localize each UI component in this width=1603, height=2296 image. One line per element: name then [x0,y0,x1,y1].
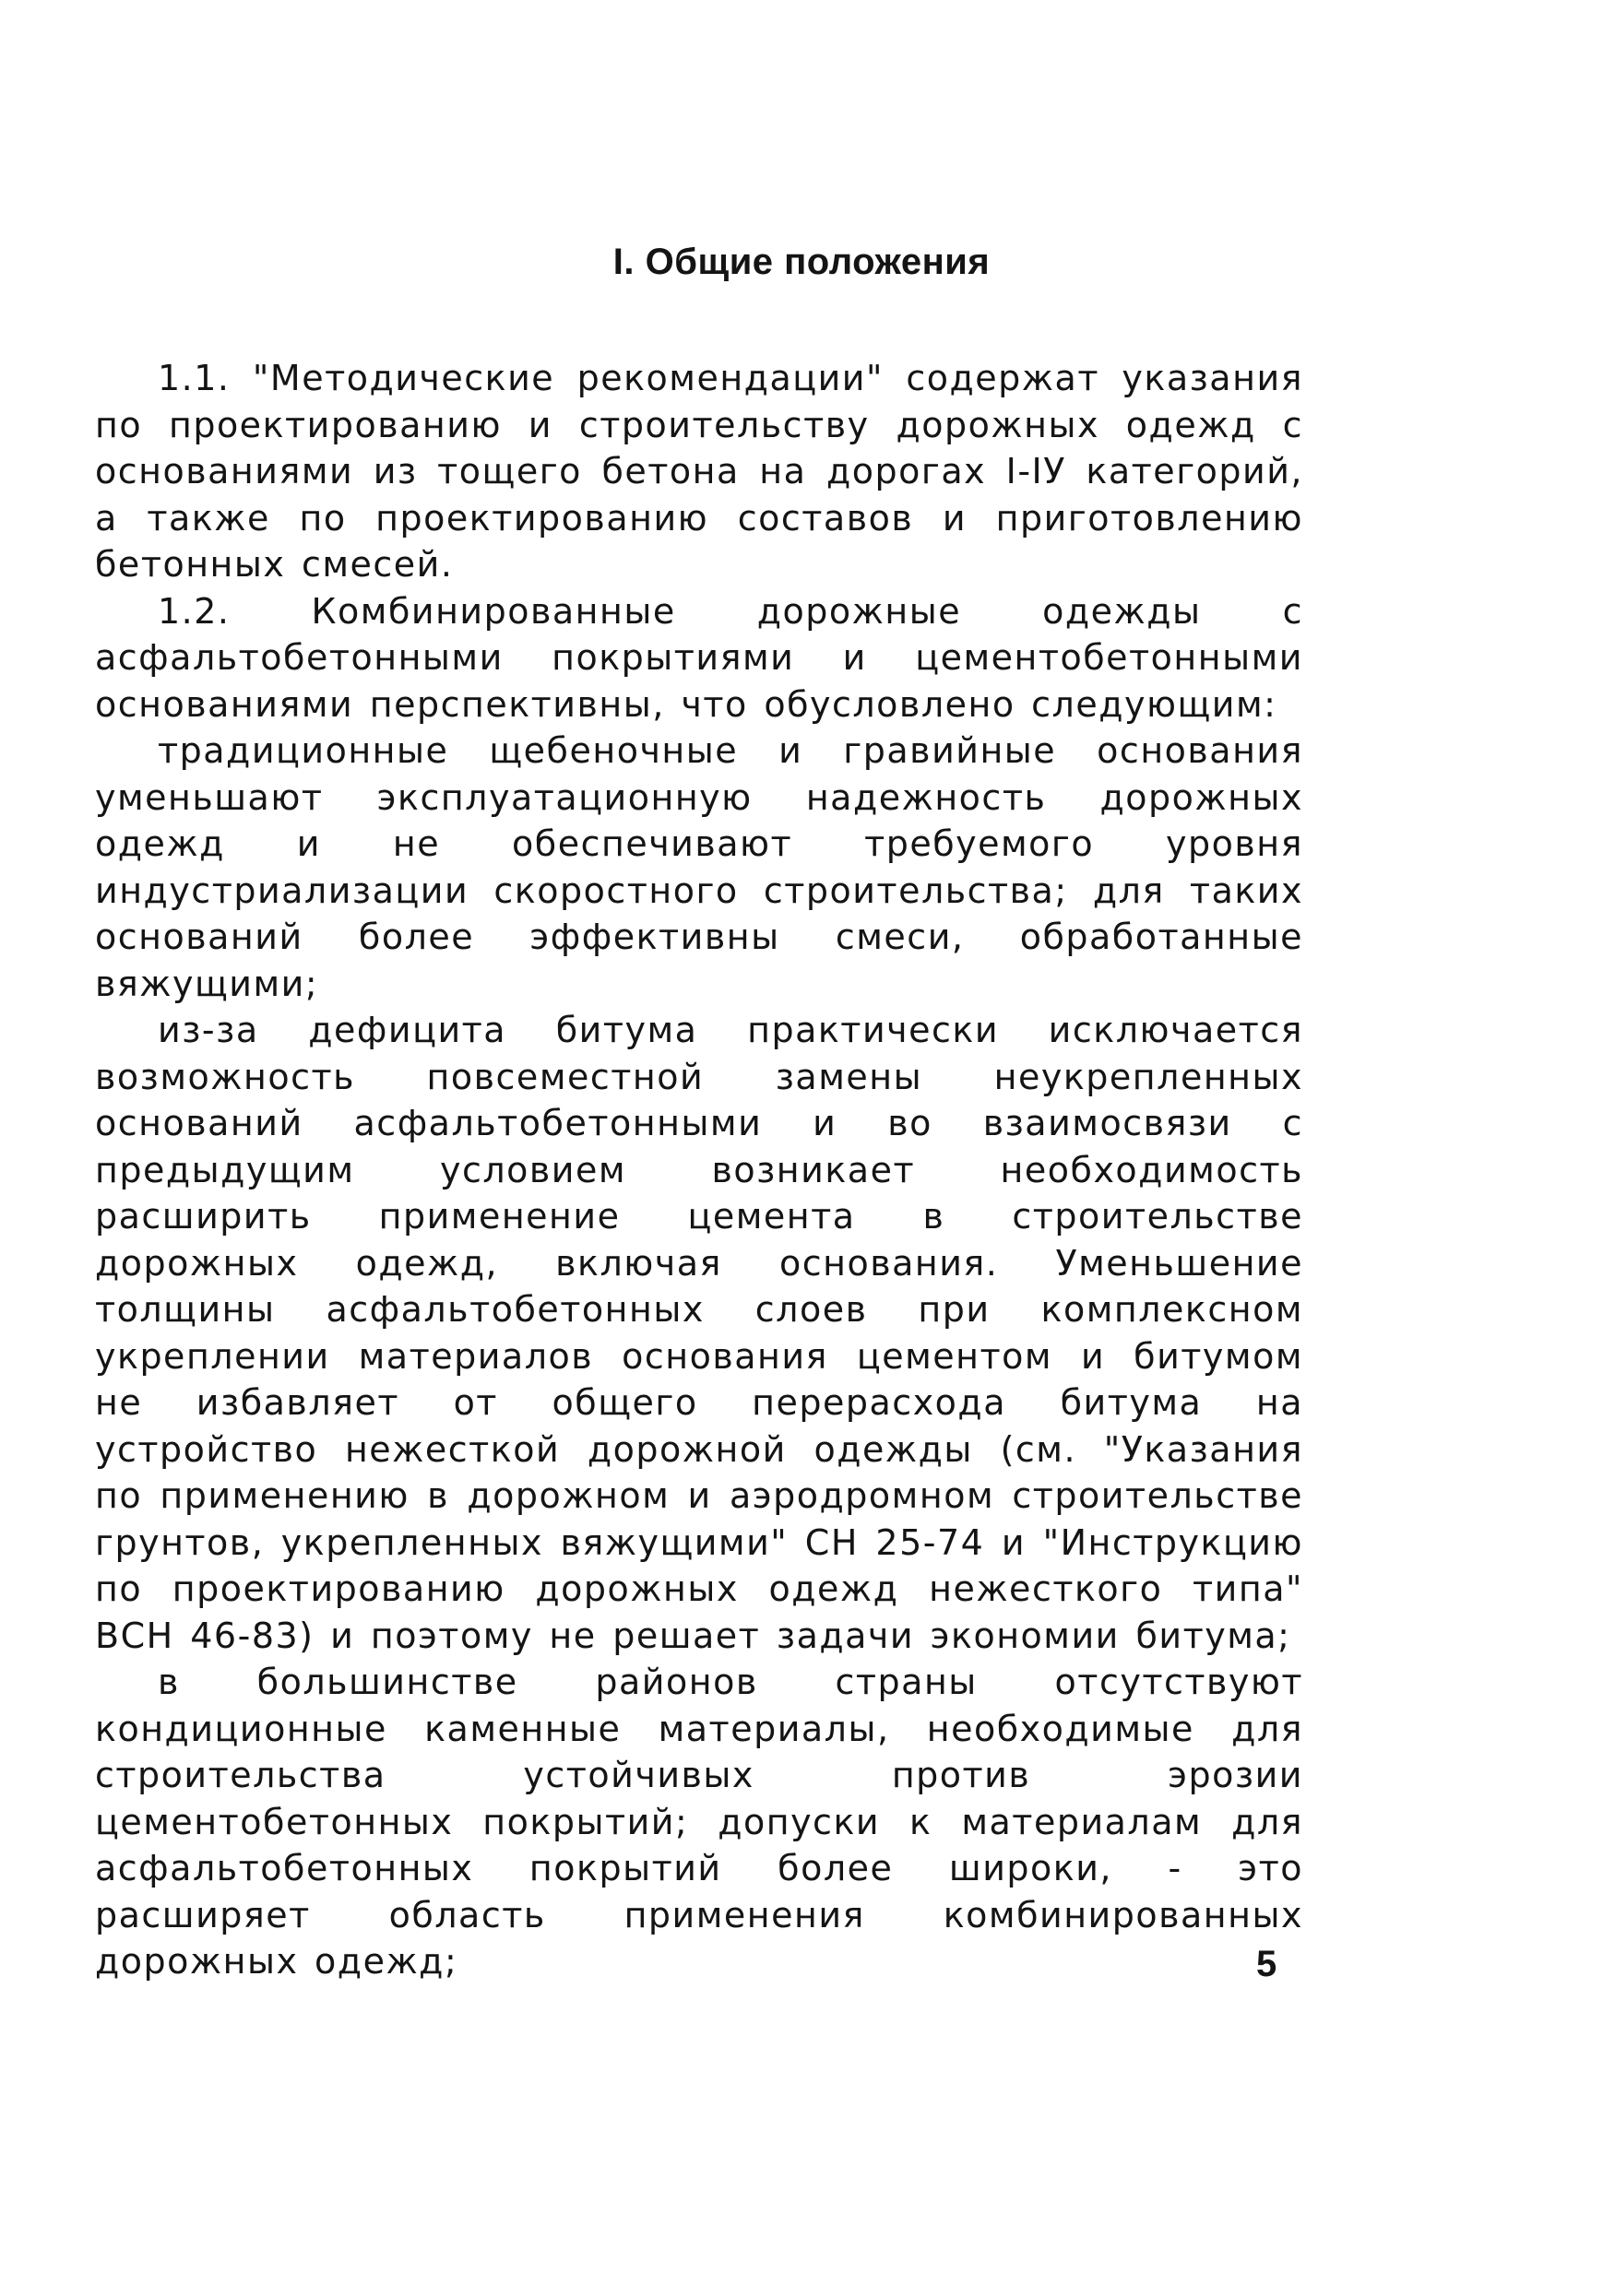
paragraph-1-1: 1.1. "Методические рекомендации" содержат указания по проектированию и строительству дорожных одежд с основаниями из тощего бетона на дорогах I-IУ категорий, а также по проектированию составов и приготовлению бетонных смесей. [95,358,1303,585]
section-heading: I. Общие положения [612,242,991,282]
paragraph-1-2: 1.2. Комбинированные дорожные одежды с асфальтобетонными покрытиями и цементобетонными основаниями перспективны, что обусловлено следующим: [95,590,1303,725]
paragraph-bitumen-deficit: из-за дефицита битума практически исключается возможность повсеместной замены неукрепленных оснований асфальтобетонными и во взаимосвязи с предыдущим условием возникает необходимость расширить применение цемента в строительстве дорожных одежд, включая основания. Уменьшение толщины асфальтобетонных слоев при комплексном укреплении материалов основания цементом и битумом не избавляет от общего перерасхода битума на устройство нежесткой дорожной одежды (см. "Указания по применению в дорожном и аэродромном строительстве грунтов, укрепленных вяжущими" СН 25-74 и "Инструкцию по проектированию дорожных одежд нежесткого типа" ВСН 46-83) и поэтому не решает задачи экономии битума; [95,1010,1303,1656]
paragraph-traditional-bases: традиционные щебеночные и гравийные основания уменьшают эксплуатационную надежность дорожных одежд и не обеспечивают требуемого уровня индустриализации скоростного строительства; для таких оснований более эффективны смеси, обработанные вяжущими; [95,730,1303,1004]
page-number: 5 [1256,1944,1277,1984]
document-body [95,355,1303,1985]
paragraph-materials: в большинстве районов страны отсутствуют кондиционные каменные материалы, необходимые для строительства устойчивых против эрозии цементобетонных покрытий; допуски к материалам для асфальтобетонных покрытий более широки, - это расширяет область применения комбинированных дорожных одежд; [95,1662,1303,1982]
